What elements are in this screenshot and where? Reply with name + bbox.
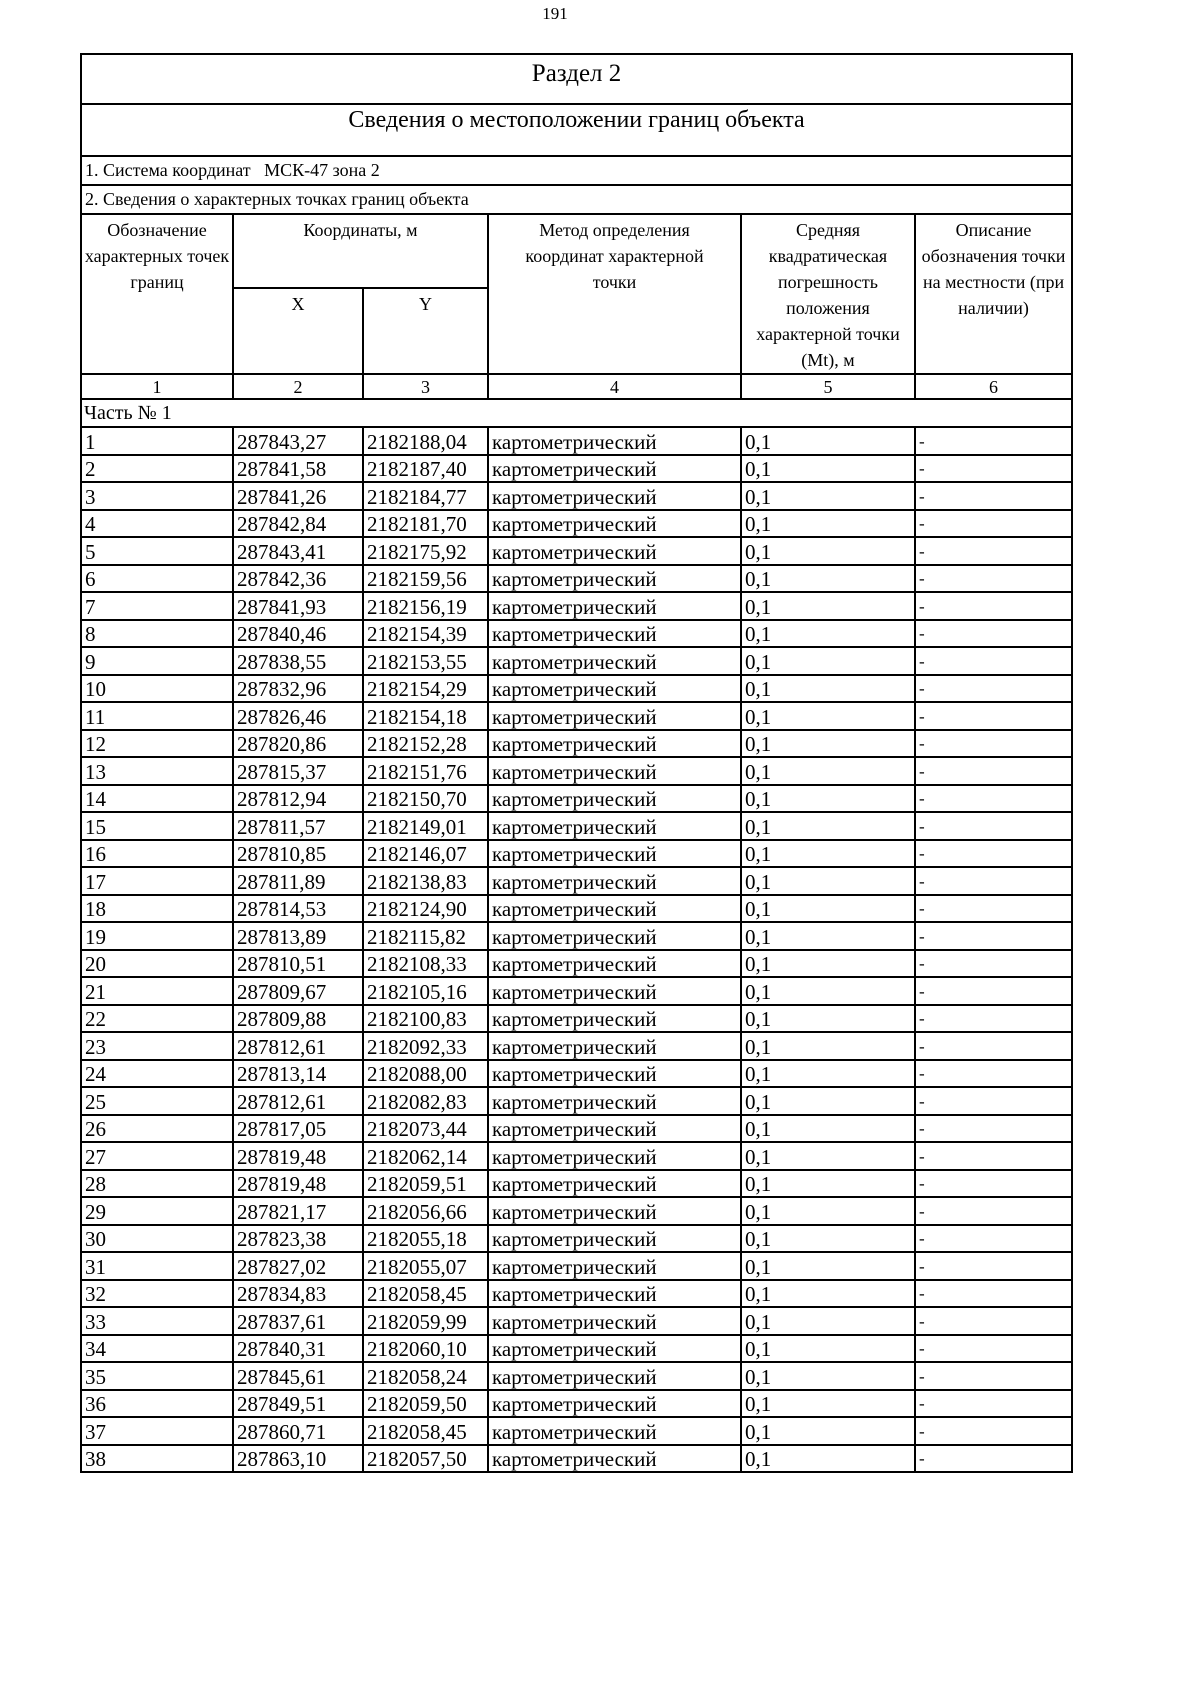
x-coordinate-cell: 287812,61 [233, 1087, 363, 1115]
x-coordinate-cell: 287819,48 [233, 1170, 363, 1198]
x-coordinate-cell: 287863,10 [233, 1445, 363, 1473]
x-coordinate-cell: 287811,57 [233, 812, 363, 840]
description-cell: - [915, 565, 1072, 593]
column-number: 2 [233, 374, 363, 399]
point-number-cell: 4 [81, 510, 233, 538]
table-row [81, 1445, 1072, 1473]
point-number-cell: 34 [81, 1335, 233, 1363]
x-coordinate-cell: 287812,61 [233, 1032, 363, 1060]
y-coordinate-cell: 2182154,39 [363, 620, 488, 648]
mean-error-cell: 0,1 [741, 1335, 915, 1363]
description-cell: - [915, 812, 1072, 840]
x-coordinate-cell: 287860,71 [233, 1417, 363, 1445]
page-number: 191 [542, 4, 568, 23]
mean-error-cell: 0,1 [741, 867, 915, 895]
method-cell: картометрический [488, 895, 741, 923]
y-coordinate-cell: 2182150,70 [363, 785, 488, 813]
x-coordinate-cell: 287842,84 [233, 510, 363, 538]
method-cell: картометрический [488, 592, 741, 620]
method-cell: картометрический [488, 1445, 741, 1473]
y-coordinate-cell: 2182058,45 [363, 1280, 488, 1308]
description-cell: - [915, 1362, 1072, 1390]
point-number-cell: 15 [81, 812, 233, 840]
mean-error-cell: 0,1 [741, 1252, 915, 1280]
table-row [81, 1115, 1072, 1143]
coordinate-system-line: 1. Система координат МСК-47 зона 2 [81, 156, 1072, 185]
section-title-text: Раздел 2 [531, 60, 622, 87]
method-cell: картометрический [488, 1280, 741, 1308]
header-coordinates: Координаты, м [233, 214, 488, 288]
y-coordinate-cell: 2182059,51 [363, 1170, 488, 1198]
point-number-cell: 17 [81, 867, 233, 895]
header-description: Описание обозначения точки на местности (при наличии) [915, 214, 1072, 374]
header-designation: Обозначение характерных точек границ [81, 214, 233, 374]
points-info-line: 2. Сведения о характерных точках границ объекта [81, 185, 1072, 214]
x-coordinate-cell: 287841,26 [233, 482, 363, 510]
point-number-cell: 5 [81, 537, 233, 565]
point-number-cell: 10 [81, 675, 233, 703]
mean-error-cell: 0,1 [741, 895, 915, 923]
description-cell: - [915, 1170, 1072, 1198]
table-row [81, 812, 1072, 840]
method-cell: картометрический [488, 1197, 741, 1225]
x-coordinate-cell: 287834,83 [233, 1280, 363, 1308]
description-cell: - [915, 867, 1072, 895]
x-coordinate-cell: 287815,37 [233, 757, 363, 785]
x-coordinate-cell: 287817,05 [233, 1115, 363, 1143]
method-cell: картометрический [488, 867, 741, 895]
y-coordinate-cell: 2182124,90 [363, 895, 488, 923]
method-cell: картометрический [488, 427, 741, 455]
description-cell: - [915, 950, 1072, 978]
y-coordinate-cell: 2182149,01 [363, 812, 488, 840]
y-coordinate-cell: 2182151,76 [363, 757, 488, 785]
method-cell: картометрический [488, 702, 741, 730]
method-cell: картометрический [488, 840, 741, 868]
method-cell: картометрический [488, 1335, 741, 1363]
y-coordinate-cell: 2182059,50 [363, 1390, 488, 1418]
mean-error-cell: 0,1 [741, 1060, 915, 1088]
x-coordinate-cell: 287826,46 [233, 702, 363, 730]
description-cell: - [915, 455, 1072, 483]
x-coordinate-cell: 287837,61 [233, 1307, 363, 1335]
section-subtitle [81, 104, 1072, 156]
y-coordinate-cell: 2182056,66 [363, 1197, 488, 1225]
mean-error-cell: 0,1 [741, 510, 915, 538]
table-row [81, 785, 1072, 813]
mean-error-cell: 0,1 [741, 1225, 915, 1253]
y-coordinate-cell: 2182153,55 [363, 647, 488, 675]
mean-error-cell: 0,1 [741, 455, 915, 483]
description-cell: - [915, 620, 1072, 648]
method-cell: картометрический [488, 675, 741, 703]
x-coordinate-cell: 287812,94 [233, 785, 363, 813]
y-coordinate-cell: 2182187,40 [363, 455, 488, 483]
point-number-cell: 26 [81, 1115, 233, 1143]
x-coordinate-cell: 287843,41 [233, 537, 363, 565]
mean-error-cell: 0,1 [741, 1170, 915, 1198]
y-coordinate-cell: 2182152,28 [363, 730, 488, 758]
x-coordinate-cell: 287813,89 [233, 922, 363, 950]
point-number-cell: 22 [81, 1005, 233, 1033]
point-number-cell: 11 [81, 702, 233, 730]
x-coordinate-cell: 287810,85 [233, 840, 363, 868]
point-number-cell: 21 [81, 977, 233, 1005]
method-cell: картометрический [488, 1087, 741, 1115]
y-coordinate-cell: 2182156,19 [363, 592, 488, 620]
description-cell: - [915, 482, 1072, 510]
table-row [81, 1060, 1072, 1088]
x-coordinate-cell: 287819,48 [233, 1142, 363, 1170]
y-coordinate-cell: 2182059,99 [363, 1307, 488, 1335]
y-coordinate-cell: 2182062,14 [363, 1142, 488, 1170]
x-coordinate-cell: 287821,17 [233, 1197, 363, 1225]
table-row [81, 867, 1072, 895]
x-coordinate-cell: 287845,61 [233, 1362, 363, 1390]
description-cell: - [915, 1142, 1072, 1170]
method-cell: картометрический [488, 1032, 741, 1060]
mean-error-cell: 0,1 [741, 730, 915, 758]
table-row [81, 427, 1072, 455]
table-row [81, 1005, 1072, 1033]
y-coordinate-cell: 2182181,70 [363, 510, 488, 538]
table-row [81, 1417, 1072, 1445]
table-row [81, 455, 1072, 483]
x-coordinate-cell: 287841,58 [233, 455, 363, 483]
x-coordinate-cell: 287832,96 [233, 675, 363, 703]
mean-error-cell: 0,1 [741, 1142, 915, 1170]
description-cell: - [915, 977, 1072, 1005]
mean-error-cell: 0,1 [741, 1032, 915, 1060]
y-coordinate-cell: 2182060,10 [363, 1335, 488, 1363]
point-number-cell: 31 [81, 1252, 233, 1280]
point-number-cell: 24 [81, 1060, 233, 1088]
mean-error-cell: 0,1 [741, 1197, 915, 1225]
table-row [81, 1142, 1072, 1170]
mean-error-cell: 0,1 [741, 1280, 915, 1308]
description-cell: - [915, 427, 1072, 455]
method-cell: картометрический [488, 565, 741, 593]
table-row [81, 1225, 1072, 1253]
mean-error-cell: 0,1 [741, 785, 915, 813]
method-cell: картометрический [488, 510, 741, 538]
point-number-cell: 25 [81, 1087, 233, 1115]
description-cell: - [915, 1060, 1072, 1088]
point-number-cell: 18 [81, 895, 233, 923]
mean-error-cell: 0,1 [741, 757, 915, 785]
column-number: 5 [741, 374, 915, 399]
description-cell: - [915, 1005, 1072, 1033]
description-cell: - [915, 1115, 1072, 1143]
x-coordinate-cell: 287813,14 [233, 1060, 363, 1088]
table-row [81, 895, 1072, 923]
table-row [81, 1197, 1072, 1225]
y-coordinate-cell: 2182175,92 [363, 537, 488, 565]
description-cell: - [915, 730, 1072, 758]
mean-error-cell: 0,1 [741, 840, 915, 868]
x-coordinate-cell: 287841,93 [233, 592, 363, 620]
mean-error-cell: 0,1 [741, 950, 915, 978]
y-coordinate-cell: 2182138,83 [363, 867, 488, 895]
y-coordinate-cell: 2182055,18 [363, 1225, 488, 1253]
table-row [81, 950, 1072, 978]
description-cell: - [915, 922, 1072, 950]
method-cell: картометрический [488, 1390, 741, 1418]
description-cell: - [915, 675, 1072, 703]
mean-error-cell: 0,1 [741, 1417, 915, 1445]
y-coordinate-cell: 2182146,07 [363, 840, 488, 868]
mean-error-cell: 0,1 [741, 812, 915, 840]
method-cell: картометрический [488, 922, 741, 950]
description-cell: - [915, 840, 1072, 868]
point-number-cell: 33 [81, 1307, 233, 1335]
method-cell: картометрический [488, 1170, 741, 1198]
header-method: Метод определения координат характерной точки [488, 214, 741, 374]
description-cell: - [915, 592, 1072, 620]
y-coordinate-cell: 2182154,18 [363, 702, 488, 730]
y-coordinate-cell: 2182115,82 [363, 922, 488, 950]
method-cell: картометрический [488, 1142, 741, 1170]
description-cell: - [915, 1335, 1072, 1363]
mean-error-cell: 0,1 [741, 1115, 915, 1143]
y-coordinate-cell: 2182105,16 [363, 977, 488, 1005]
point-number-cell: 35 [81, 1362, 233, 1390]
table-row [81, 592, 1072, 620]
method-cell: картометрический [488, 1417, 741, 1445]
table-row [81, 1335, 1072, 1363]
mean-error-cell: 0,1 [741, 565, 915, 593]
x-coordinate-cell: 287827,02 [233, 1252, 363, 1280]
description-cell: - [915, 785, 1072, 813]
y-coordinate-cell: 2182092,33 [363, 1032, 488, 1060]
description-cell: - [915, 1445, 1072, 1473]
description-cell: - [915, 510, 1072, 538]
mean-error-cell: 0,1 [741, 537, 915, 565]
mean-error-cell: 0,1 [741, 427, 915, 455]
table-row [81, 977, 1072, 1005]
table-row [81, 565, 1072, 593]
point-number-cell: 27 [81, 1142, 233, 1170]
description-cell: - [915, 702, 1072, 730]
table-row [81, 510, 1072, 538]
point-number-cell: 16 [81, 840, 233, 868]
method-cell: картометрический [488, 620, 741, 648]
column-number: 6 [915, 374, 1072, 399]
header-mean-error: Средняя квадратическая погрешность положения характерной точки (Mt), м [741, 214, 915, 374]
x-coordinate-cell: 287820,86 [233, 730, 363, 758]
description-cell: - [915, 537, 1072, 565]
description-cell: - [915, 895, 1072, 923]
point-number-cell: 38 [81, 1445, 233, 1473]
method-cell: картометрический [488, 482, 741, 510]
point-number-cell: 32 [81, 1280, 233, 1308]
x-coordinate-cell: 287809,67 [233, 977, 363, 1005]
x-coordinate-cell: 287849,51 [233, 1390, 363, 1418]
mean-error-cell: 0,1 [741, 922, 915, 950]
mean-error-cell: 0,1 [741, 977, 915, 1005]
mean-error-cell: 0,1 [741, 1087, 915, 1115]
method-cell: картометрический [488, 455, 741, 483]
method-cell: картометрический [488, 950, 741, 978]
table-row [81, 730, 1072, 758]
table-row [81, 537, 1072, 565]
method-cell: картометрический [488, 537, 741, 565]
x-coordinate-cell: 287840,31 [233, 1335, 363, 1363]
table-row [81, 1390, 1072, 1418]
table-row [81, 620, 1072, 648]
table-row [81, 922, 1072, 950]
table-row [81, 1032, 1072, 1060]
table-row [81, 1280, 1072, 1308]
method-cell: картометрический [488, 1307, 741, 1335]
mean-error-cell: 0,1 [741, 675, 915, 703]
mean-error-cell: 0,1 [741, 647, 915, 675]
method-cell: картометрический [488, 785, 741, 813]
y-coordinate-cell: 2182159,56 [363, 565, 488, 593]
mean-error-cell: 0,1 [741, 1445, 915, 1473]
table-row [81, 757, 1072, 785]
table-row [81, 1252, 1072, 1280]
header-x: X [233, 288, 363, 374]
x-coordinate-cell: 287810,51 [233, 950, 363, 978]
description-cell: - [915, 1087, 1072, 1115]
point-number-cell: 8 [81, 620, 233, 648]
y-coordinate-cell: 2182055,07 [363, 1252, 488, 1280]
method-cell: картометрический [488, 647, 741, 675]
table-row [81, 702, 1072, 730]
y-coordinate-cell: 2182154,29 [363, 675, 488, 703]
part-label: Часть № 1 [81, 399, 1072, 427]
mean-error-cell: 0,1 [741, 1390, 915, 1418]
y-coordinate-cell: 2182108,33 [363, 950, 488, 978]
mean-error-cell: 0,1 [741, 620, 915, 648]
y-coordinate-cell: 2182082,83 [363, 1087, 488, 1115]
description-cell: - [915, 647, 1072, 675]
header-y: Y [363, 288, 488, 374]
table-row [81, 647, 1072, 675]
x-coordinate-cell: 287840,46 [233, 620, 363, 648]
method-cell: картометрический [488, 1115, 741, 1143]
mean-error-cell: 0,1 [741, 482, 915, 510]
column-number: 3 [363, 374, 488, 399]
mean-error-cell: 0,1 [741, 592, 915, 620]
y-coordinate-cell: 2182088,00 [363, 1060, 488, 1088]
method-cell: картометрический [488, 1060, 741, 1088]
point-number-cell: 12 [81, 730, 233, 758]
column-number: 1 [81, 374, 233, 399]
point-number-cell: 9 [81, 647, 233, 675]
mean-error-cell: 0,1 [741, 1307, 915, 1335]
point-number-cell: 3 [81, 482, 233, 510]
method-cell: картометрический [488, 730, 741, 758]
description-cell: - [915, 1252, 1072, 1280]
x-coordinate-cell: 287809,88 [233, 1005, 363, 1033]
description-cell: - [915, 1417, 1072, 1445]
x-coordinate-cell: 287811,89 [233, 867, 363, 895]
description-cell: - [915, 1197, 1072, 1225]
mean-error-cell: 0,1 [741, 1362, 915, 1390]
description-cell: - [915, 757, 1072, 785]
y-coordinate-cell: 2182057,50 [363, 1445, 488, 1473]
point-number-cell: 36 [81, 1390, 233, 1418]
table-row [81, 1087, 1072, 1115]
mean-error-cell: 0,1 [741, 702, 915, 730]
point-number-cell: 14 [81, 785, 233, 813]
column-numbers-row [81, 374, 1072, 399]
table-row [81, 1170, 1072, 1198]
point-number-cell: 1 [81, 427, 233, 455]
point-number-cell: 19 [81, 922, 233, 950]
table-row [81, 482, 1072, 510]
point-number-cell: 37 [81, 1417, 233, 1445]
x-coordinate-cell: 287823,38 [233, 1225, 363, 1253]
method-cell: картометрический [488, 1252, 741, 1280]
point-number-cell: 30 [81, 1225, 233, 1253]
point-number-cell: 6 [81, 565, 233, 593]
column-number: 4 [488, 374, 741, 399]
point-number-cell: 13 [81, 757, 233, 785]
method-cell: картометрический [488, 1362, 741, 1390]
section-title [81, 54, 1072, 104]
x-coordinate-cell: 287842,36 [233, 565, 363, 593]
point-number-cell: 28 [81, 1170, 233, 1198]
y-coordinate-cell: 2182100,83 [363, 1005, 488, 1033]
description-cell: - [915, 1225, 1072, 1253]
description-cell: - [915, 1032, 1072, 1060]
point-number-cell: 20 [81, 950, 233, 978]
method-cell: картометрический [488, 977, 741, 1005]
y-coordinate-cell: 2182073,44 [363, 1115, 488, 1143]
point-number-cell: 7 [81, 592, 233, 620]
method-cell: картометрический [488, 757, 741, 785]
table-row [81, 1362, 1072, 1390]
y-coordinate-cell: 2182058,45 [363, 1417, 488, 1445]
description-cell: - [915, 1390, 1072, 1418]
method-cell: картометрический [488, 1005, 741, 1033]
x-coordinate-cell: 287843,27 [233, 427, 363, 455]
y-coordinate-cell: 2182058,24 [363, 1362, 488, 1390]
point-number-cell: 29 [81, 1197, 233, 1225]
point-number-cell: 2 [81, 455, 233, 483]
table-row [81, 675, 1072, 703]
method-cell: картометрический [488, 1225, 741, 1253]
mean-error-cell: 0,1 [741, 1005, 915, 1033]
y-coordinate-cell: 2182184,77 [363, 482, 488, 510]
description-cell: - [915, 1280, 1072, 1308]
boundary-points-table [80, 53, 1073, 1473]
y-coordinate-cell: 2182188,04 [363, 427, 488, 455]
table-row [81, 1307, 1072, 1335]
point-number-cell: 23 [81, 1032, 233, 1060]
section-subtitle-text: Сведения о местоположении границ объекта [348, 107, 805, 133]
x-coordinate-cell: 287814,53 [233, 895, 363, 923]
method-cell: картометрический [488, 812, 741, 840]
description-cell: - [915, 1307, 1072, 1335]
x-coordinate-cell: 287838,55 [233, 647, 363, 675]
table-row [81, 840, 1072, 868]
